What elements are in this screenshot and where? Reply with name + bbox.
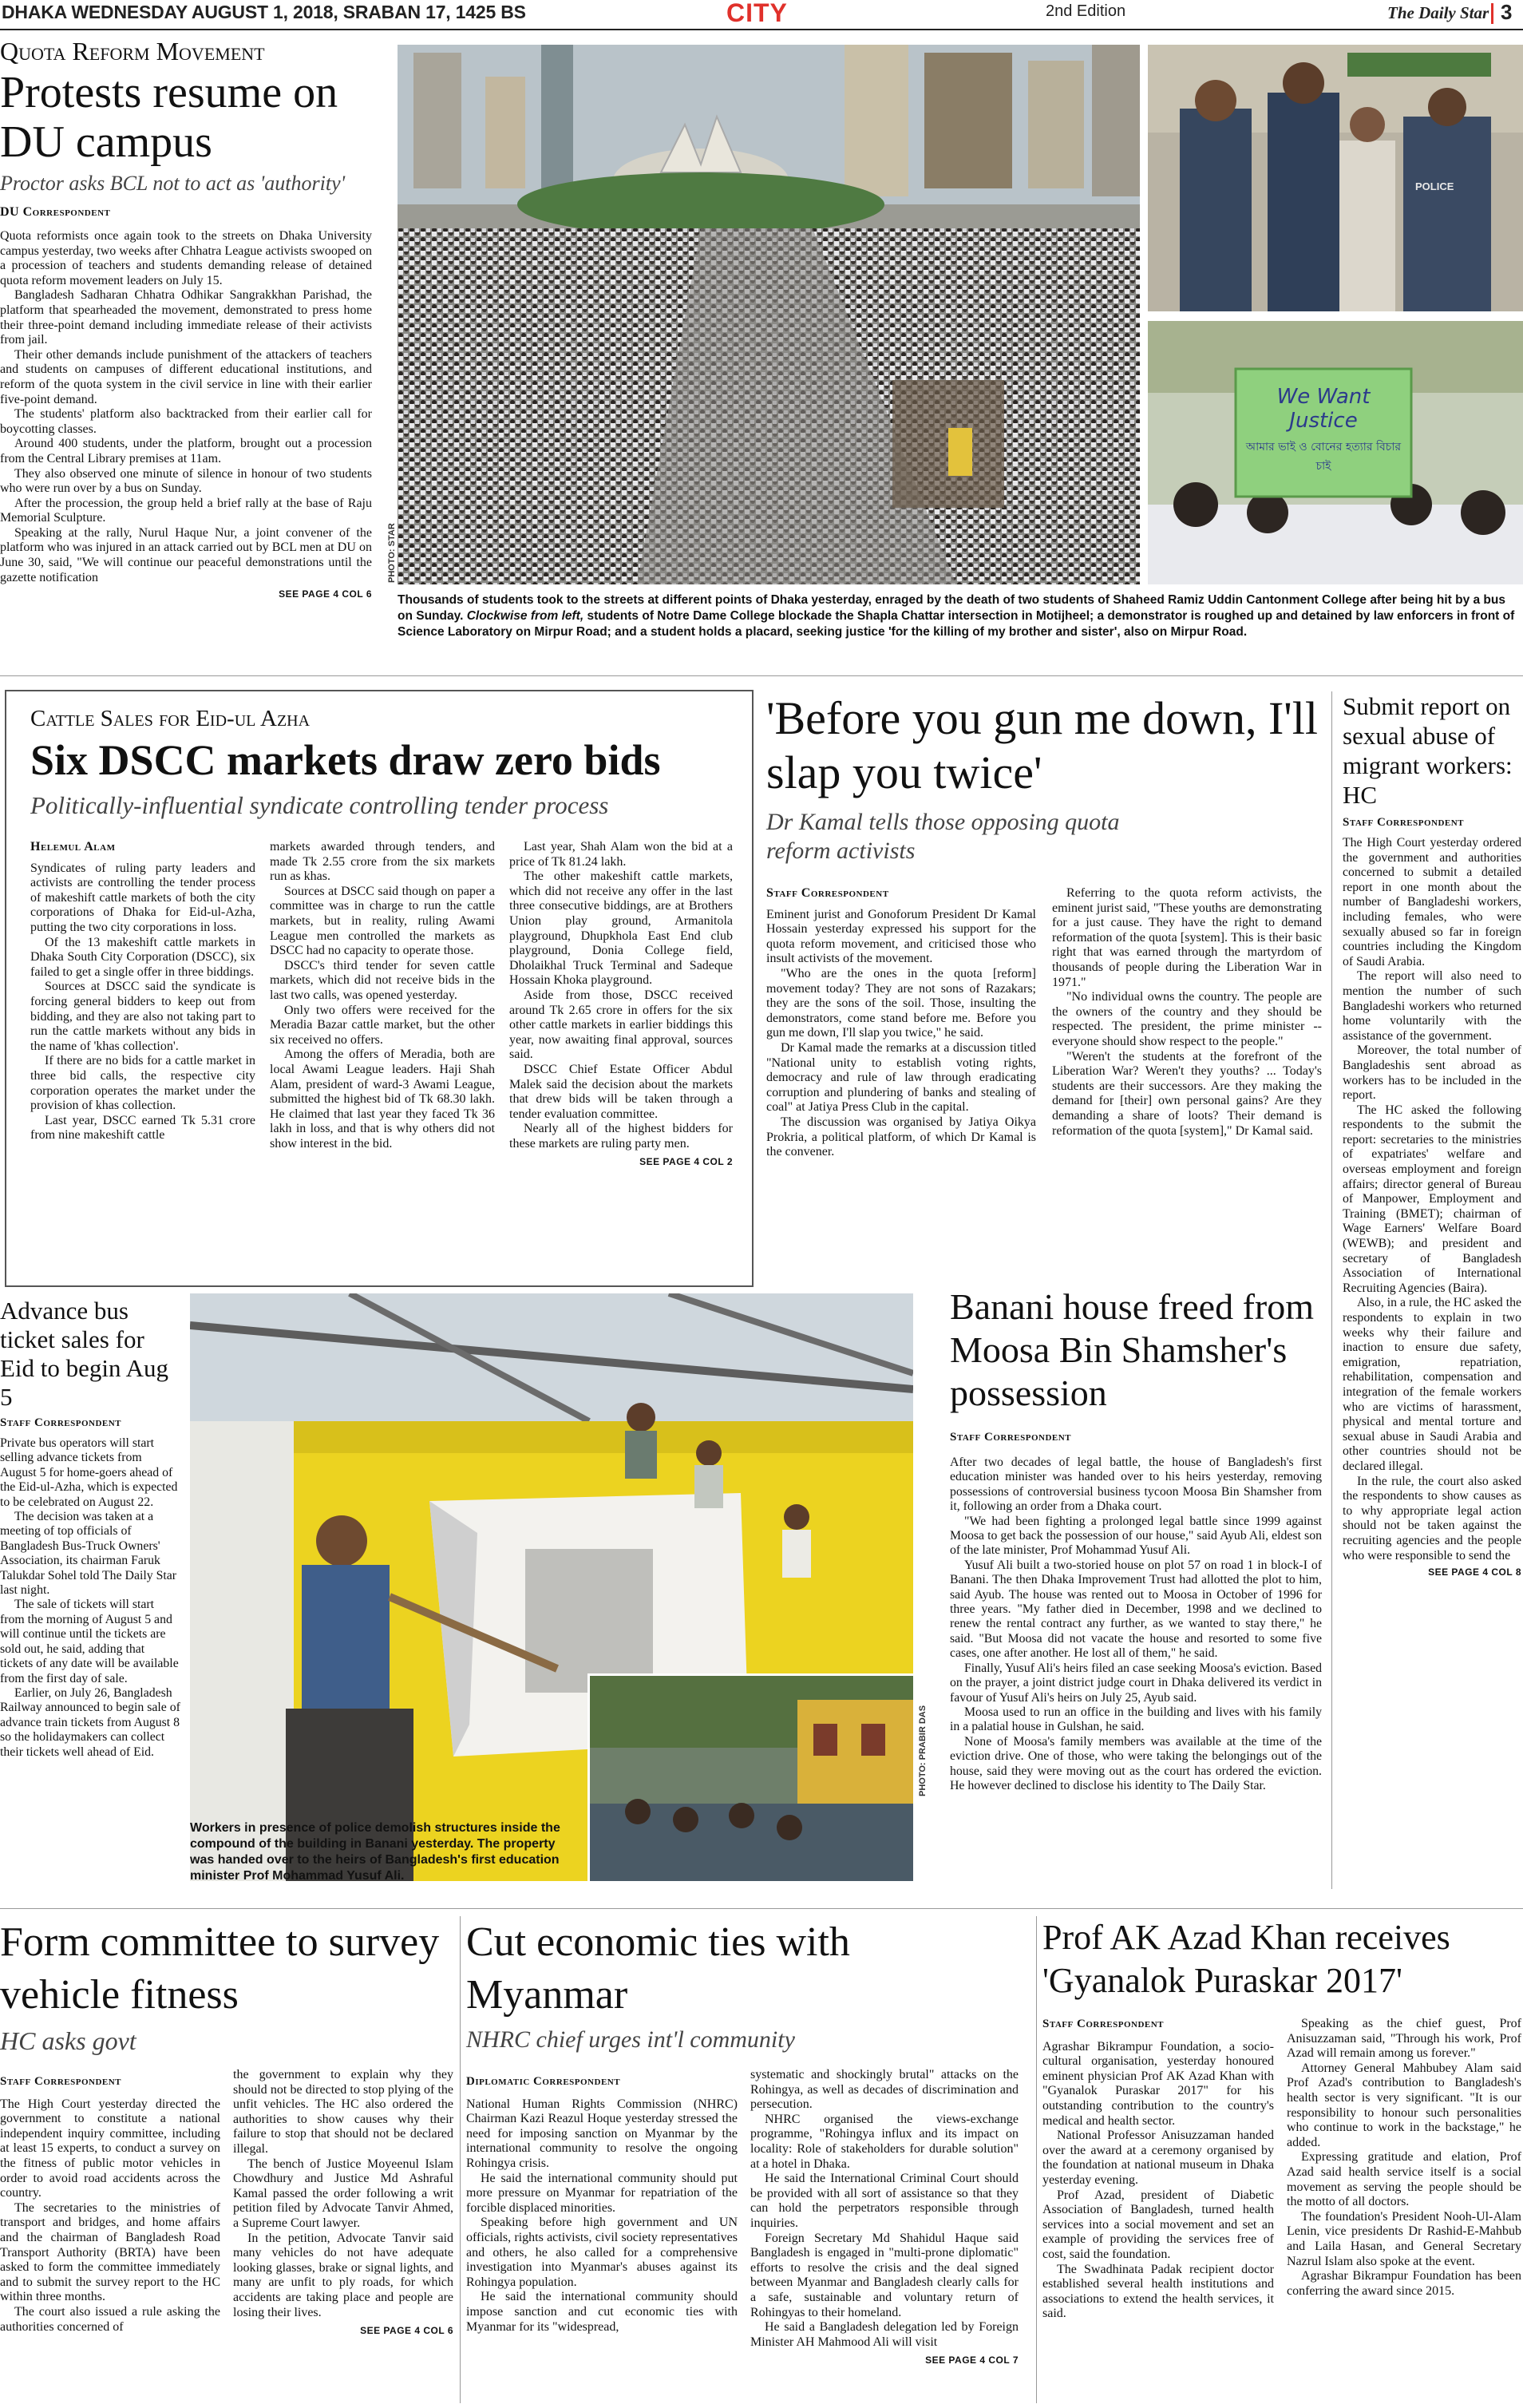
see-page-link[interactable]: SEE PAGE 4 COL 8 <box>1428 1566 1521 1578</box>
section-title: CITY <box>726 0 788 27</box>
column-1 <box>1042 2017 1274 2322</box>
see-page-link[interactable]: SEE PAGE 4 COL 2 <box>639 1156 733 1168</box>
story-protests-resume <box>0 37 378 675</box>
column-1 <box>0 2074 220 2335</box>
paragraph: The High Court yesterday ordered the government and authorities concerned to submit a detailed report in one month about the number of Bangladeshi workers, including females, who were sexually abused so far in foreign countries including the Kingdom of Saudi Arabia. <box>1343 836 1521 968</box>
paragraph: The secretaries to the ministries of transport and bridges, and home affairs and the chairman of Bangladesh Road Transport Authority (BRTA) have been asked to form the committee immediately and to submit the survey report to the HC within three months. <box>0 2200 220 2304</box>
story-banani-house-freed <box>950 1285 1322 1892</box>
column-2 <box>270 840 495 1151</box>
paragraph: "Who are the ones in the quota [reform] movement today? They are not sons of Razakars; they are the sons of the soil. Those, insulting the demonstrators, come stand before me. Before you gun me down, I'll slap you twice," he said. <box>766 966 1036 1040</box>
story-byline: Staff Correspondent <box>1343 816 1465 829</box>
paragraph: Syndicates of ruling party leaders and activists are controlling the tender process of makeshift cattle markets of both the city corporations of Dhaka for Eid-ul-Azha, putting the two city corporations in loss. <box>30 861 255 934</box>
paragraph: Speaking at the rally, Nurul Haque Nur, a joint convener of the platform who was injured in an attack carried out by BCL men at DU on June 30, said, "We will continue our peaceful demonstrations until the gazette notification <box>0 525 372 584</box>
column-2 <box>1287 2017 1521 2299</box>
paragraph: the government to explain why they should not be directed to stop plying of the unfit vehicles. The HC also ordered the authorities to show causes why their failure to stop that should not be declared illegal. <box>233 2068 453 2156</box>
paragraph: In the petition, Advocate Tanvir said many vehicles do not have adequate looking glasses, brake or signal lights, and many are unfit to ply roads, for which accidents are taking place and people are losing their lives. <box>233 2231 453 2319</box>
story-headline: 'Before you gun me down, I'll slap you twice' <box>766 692 1318 798</box>
paragraph: Among the offers of Meradia, both are local Awami League leaders. Haji Shah Alam, president of ward-3 Awami League, submitted the highest bid of Tk 68.30 lakh. He claimed that last year they faced Tk 36 lakh in loss, and that is why others did not show interest in the bid. <box>270 1048 495 1151</box>
paragraph: Speaking before high government and UN officials, rights activists, civil society representatives and others, he also called for a comprehensive investigation into Myanmar's abuses against its Rohingya population. <box>466 2216 738 2289</box>
paragraph: Eminent jurist and Gonoforum President Dr Kamal Hossain yesterday expressed his support for the quota reform movement, and criticised those who insult activists of the movement. <box>766 907 1036 966</box>
story-submit-report-migrant-workers <box>1343 691 1521 1889</box>
paragraph: Their other demands include punishment of the attackers of teachers and students on campuses of different educational institutions, and reform of the quota system in the civil service in line with their earlier five-point demand. <box>0 347 372 406</box>
paragraph: Speaking as the chief guest, Prof Anisuzzaman said, "Through his work, Prof Azad will remain among us forever." <box>1287 2017 1521 2061</box>
paragraph: "No individual owns the country. The people are the owners of the country and they should be respected. The president, the prime minister -- everyone should show respect to the people." <box>1052 990 1322 1048</box>
paragraph: Private bus operators will start selling advance tickets from August 5 for home-goers ahead of the Eid-ul-Azha, which is expected to be celebrated on August 22. <box>0 1436 178 1509</box>
paragraph: Earlier, on July 26, Bangladesh Railway announced to begin sale of advance train tickets from August 8 so the holidaymakers can collect their tickets well ahead of Eid. <box>0 1685 180 1759</box>
story-byline: Staff Correspondent <box>1042 2018 1165 2030</box>
column-2 <box>1052 886 1322 1139</box>
paragraph: DSCC Chief Estate Officer Abdul Malek said the decision about the markets that drew bids will be taken through a tender evaluation committee. <box>509 1062 733 1121</box>
story-headline: Six DSCC markets draw zero bids <box>30 736 661 784</box>
story-deck: HC asks govt <box>0 2026 136 2055</box>
story-deck: Proctor asks BCL not to act as 'authority' <box>0 172 346 195</box>
page-number: 3 <box>1501 0 1513 24</box>
paragraph: Aside from those, DSCC received around Tk 2.65 crore in offers for the six other cattle markets in earlier biddings this year, now awaiting final approval, sources said. <box>509 988 733 1062</box>
paragraph: Dr Kamal made the remarks at a discussion titled "National unity to establish voting rights, democracy and rule of law through eradicating corruption and plundering of banks and stealing of coal" at Jatiya Press Club in the capital. <box>766 1040 1036 1115</box>
paragraph: Last year, DSCC earned Tk 5.31 crore from nine makeshift cattle <box>30 1113 255 1143</box>
paragraph: Foreign Secretary Md Shahidul Haque said Bangladesh is engaged in "multi-prone diplomatic" efforts to resolve the crisis and the deal signed between Myanmar and Bangladesh clearly calls for a safe, sustainable and voluntary return of Rohingyas to their homeland. <box>750 2231 1019 2319</box>
paragraph: Quota reformists once again took to the streets on Dhaka University campus yesterday, two weeks after Chhatra League activists swooped on a procession of teachers and students demanding release of detained quota reform movement leaders on July 15. <box>0 229 372 287</box>
paragraph: Agrashar Bikrampur Foundation has been conferring the award since 2015. <box>1287 2269 1521 2298</box>
section-rule <box>0 1908 1523 1909</box>
story-kicker: Quota Reform Movement <box>0 37 265 65</box>
section-rule <box>0 675 1523 676</box>
story-deck: Politically-influential syndicate controlling tender process <box>30 791 609 820</box>
see-page-link[interactable]: SEE PAGE 4 COL 6 <box>360 2325 453 2337</box>
paragraph: "Weren't the students at the forefront of the Liberation War? Weren't they youths? ... Today's students are their successors. Are they making the demand for [their] own personal gains? Are they demanding a share of loots? Their demand is reformation of the quota [system]," Dr Kamal said. <box>1052 1049 1322 1138</box>
placard-line: We Want <box>1276 385 1371 409</box>
column-2 <box>750 2068 1019 2368</box>
paragraph: The students' platform also backtracked from their earlier call for boycotting classes. <box>0 407 372 436</box>
paragraph: Finally, Yusuf Ali's heirs filed an case seeking Moosa's eviction. Based on the prayer, a joint district judge court in Dhaka delivered its verdict in favour of Yusuf Ali's heirs on July 25, Ayub said. <box>950 1661 1322 1705</box>
story-byline: Staff Correspondent <box>950 1431 1072 1444</box>
photo-shapla-chattar-protest <box>398 45 1140 584</box>
placard-line: Justice <box>1289 409 1358 433</box>
paragraph: The Swadhinata Padak recipient doctor established several health institutions and associations to extend the health services, it said. <box>1042 2262 1274 2321</box>
paragraph: The report will also need to mention the number of such Bangladeshi workers who returned home voluntarily with the assistance of the government. <box>1343 969 1521 1043</box>
story-cut-economic-ties <box>466 1916 1033 2408</box>
paragraph: After two decades of legal battle, the house of Bangladesh's first education minister was handed over to his heirs yesterday, removing possessions of controversial business tycoon Moosa Bin Shamsher from it, following an order from a Dhaka court. <box>950 1455 1322 1514</box>
story-byline: Staff Correspondent <box>0 1416 122 1429</box>
story-headline: Form committee to survey vehicle fitness <box>0 1919 440 2018</box>
story-headline: Protests resume on DU campus <box>0 68 338 167</box>
story-body <box>950 1455 1322 1793</box>
masthead <box>0 0 1523 27</box>
column-1 <box>30 840 255 1143</box>
paragraph: The decision was taken at a meeting of top officials of Bangladesh Bus-Truck Owners' Association, its chairman Faruk Talukdar Sohel told The Daily Star last night. <box>0 1510 177 1598</box>
edition-label: 2nd Edition <box>1046 2 1126 20</box>
caption-rest: students of Notre Dame College blockade the Shapla Chattar intersection in Motijheel; a demonstrator is roughed up and detained by law enforcers in front of Science Laboratory on Mirpur Road; and a student holds a placard, seeking justice 'for the killing of my brother and sister', also on Mirpur Road. <box>398 609 1515 639</box>
paragraph: He said the International Criminal Court should be provided with all sort of assistance so that they can hold the perpetrators responsible through inquiries. <box>750 2172 1019 2230</box>
caption-italic: Clockwise from left, <box>466 609 584 623</box>
police-inset-illustration <box>590 1676 913 1881</box>
column-rule <box>1036 1916 1037 2403</box>
paragraph: The High Court yesterday directed the government to constitute a national independent inquiry committee, including at least 15 experts, to conduct a survey on the fitness of public motor vehicles in order to avoid road accidents across the country. <box>0 2097 220 2200</box>
dateline: DHAKA WEDNESDAY AUGUST 1, 2018, SRABAN 17, 1425 BS <box>2 2 526 22</box>
police-vest-label: POLICE <box>1415 180 1454 192</box>
column-3 <box>509 840 733 1170</box>
photo-banani-demolition <box>190 1293 913 1881</box>
paragraph: The foundation's President Nooh-Ul-Alam Lenin, vice presidents Dr Rashid-E-Mahbub and Laila Hasan, and General Secretary Nazrul Islam also spoke at the event. <box>1287 2209 1521 2268</box>
see-page-link[interactable]: SEE PAGE 4 COL 6 <box>279 588 372 600</box>
story-azad-khan-award <box>1042 1916 1521 2408</box>
photo-demonstrator-detained <box>1148 45 1523 311</box>
paragraph: The other makeshift cattle markets, which did not receive any offer in the last three consecutive biddings, are at Brothers Union play ground, Armanitola playground, Dhupkhola East End club playground, Donia College field, Dholaikhal Truck Terminal and Sadeque Hossain Khoka playground. <box>509 869 733 988</box>
paragraph: systematic and shockingly brutal" attacks on the Rohingya, as well as decades of discrimination and persecution. <box>750 2068 1019 2112</box>
paragraph: National Human Rights Commission (NHRC) Chairman Kazi Reazul Hoque yesterday stressed the need for imposing sanction on Myanmar by the international community to resolve the ongoing Rohingya crisis. <box>466 2097 738 2170</box>
paragraph: Sources at DSCC said though on paper a committee was in charge to run the cattle markets, but in reality, ruling Awami League men controlled the markets as DSCC had no capacity to operate those. <box>270 884 495 958</box>
mid-photo-caption: Workers in presence of police demolish structures inside the compound of the building in Banani yesterday. The property was handed over to the heirs of Bangladesh's first education minister Prof Mohammad Yusuf Ali. <box>190 1821 560 1883</box>
paragraph: Bangladesh Sadharan Chhatra Odhikar Sangrakkhan Parishad, the platform that spearheaded the movement, demonstrated to press home their three-point demand including immediate release of their activists from jail. <box>0 288 372 347</box>
story-byline: DU Correspondent <box>0 205 111 219</box>
see-page-link[interactable]: SEE PAGE 4 COL 7 <box>925 2355 1019 2366</box>
paragraph: Expressing gratitude and elation, Prof Azad said health service itself is a social movement as serving the people should be the motto of all doctors. <box>1287 2150 1521 2209</box>
column-1 <box>766 886 1036 1160</box>
paragraph: Moreover, the total number of Bangladeshis sent abroad as workers has to be included in the report. <box>1343 1044 1521 1103</box>
paragraph: DSCC's third tender for seven cattle markets, which did not receive bids in the last two calls, was opened yesterday. <box>270 958 495 1002</box>
paragraph: NHRC organised the views-exchange programme, "Rohingya influx and its impact on locality: Role of stakeholders for durable solution" at a hotel in Dhaka. <box>750 2112 1019 2171</box>
story-byline: Helemul Alam <box>30 840 116 853</box>
top-photo-caption <box>398 592 1523 640</box>
photo-credit: PHOTO: PRABIR DAS <box>918 1705 928 1796</box>
paragraph: National Professor Anisuzzaman handed over the award at a ceremony organised by the foundation at national museum in Dhaka yesterday evening. <box>1042 2129 1274 2187</box>
inset-photo-police <box>587 1673 913 1881</box>
paragraph: After the procession, the group held a brief rally at the base of Raju Memorial Sculpture. <box>0 496 372 525</box>
story-body <box>0 1436 180 1760</box>
story-kicker: Cattle Sales for Eid-ul Azha <box>30 706 311 731</box>
paragraph: Of the 13 makeshift cattle markets in Dhaka South City Corporation (DSCC), six failed to get a single offer in three biddings. <box>30 935 255 979</box>
column-2 <box>233 2068 453 2339</box>
photo-student-placard <box>1148 321 1523 584</box>
paragraph: Also, in a rule, the HC asked the respondents to explain in two weeks why their failure and inaction to ensure due safety, emigration, repatriation, rehabilitation, compensation and integration of the female workers who are victims of harassment, physical and mental torture and sexual abuse in Saudi Arabia and other countries should not be declared illegal. <box>1343 1296 1521 1473</box>
story-byline: Diplomatic Correspondent <box>466 2075 621 2088</box>
paragraph: He said the international community should put more pressure on Myanmar for repatriation of the forcible displaced minorities. <box>466 2171 738 2215</box>
paragraph: "We had been fighting a prolonged legal battle since 1999 against Moosa to get back the possession of our house," said Ayub Ali, eldest son of the late minister, Prof Mohammad Yusuf Ali. <box>950 1514 1322 1558</box>
caption-lead: Thousands of students took to the streets at different points of Dhaka yesterday, enraged by the death of two students of Shaheed Ramiz Uddin Cantonment College after being hit by a bus on Sunday. <box>398 593 1505 623</box>
paragraph: If there are no bids for a cattle market in three bid calls, the respective city corporation operates the market under the provision of khas collection. <box>30 1054 255 1113</box>
story-before-you-gun-me-down <box>766 691 1325 1285</box>
story-body <box>0 229 372 585</box>
paragraph: Attorney General Mahbubey Alam said Prof Azad's contribution to Bangladesh's health sector is very significant. "It is our responsibility to honour such personalities who continue to work in the backstage," he added. <box>1287 2061 1521 2149</box>
crowd-illustration <box>398 45 1140 584</box>
paragraph: The HC asked the following respondents to the submit the report: secretaries to the ministries of expatriates' welfare and overseas employment and foreign affairs; director general of Bureau of Manpower, Employment and Training (BMET); chairman of Wage Earners' Welfare Board (WEWB); and president and secretary of Bangladesh Association of International Recruiting Agencies (Baira). <box>1343 1103 1521 1295</box>
placard-line: আমার ভাই ও বোনের হত্যার বিচার চাই <box>1245 441 1402 473</box>
paragraph: Around 400 students, under the platform, brought out a procession from the Central Library premises at 11am. <box>0 437 372 465</box>
paragraph: The discussion was organised by Jatiya Oikya Prokria, a political platform, of which Dr Kamal is the convener. <box>766 1115 1036 1159</box>
paragraph: He said the international community should impose sanction and cut economic ties with Myanmar for its "widespread, <box>466 2290 738 2334</box>
photo-credit: PHOTO: STAR <box>387 523 397 583</box>
paragraph: In the rule, the court also asked the respondents to show causes as to why appropriate legal action should not be taken against the recruiting agencies and the people who were responsible to send the <box>1343 1474 1521 1562</box>
story-dscc-markets <box>5 690 754 1287</box>
story-advance-bus-ticket <box>0 1297 180 1903</box>
story-vehicle-fitness-committee <box>0 1916 455 2408</box>
masthead-rule <box>0 29 1523 30</box>
paragraph: Agrashar Bikrampur Foundation, a socio-cultural organisation, yesterday honoured eminent physician Prof AK Azad Khan with "Gyanalok Puraskar 2017" for his outstanding contribution to the country's medical and health sector. <box>1042 2039 1274 2128</box>
column-rule <box>1331 691 1332 1889</box>
story-byline: Staff Correspondent <box>766 886 889 900</box>
paper-name-logo: The Daily Star <box>1387 3 1489 22</box>
column-rule <box>460 1916 461 2403</box>
paragraph: The bench of Justice Moyeenul Islam Chowdhury and Justice Md Ashraful Kamal passed the order following a writ petition filed by Advocate Tanvir Ahmed, a Supreme Court lawyer. <box>233 2157 453 2230</box>
story-headline: Submit report on sexual abuse of migrant workers: HC <box>1343 692 1513 809</box>
column-1 <box>466 2074 738 2335</box>
story-body <box>1343 836 1521 1563</box>
paragraph: Referring to the quota reform activists, the eminent jurist said, "These youths are demonstrating for a just cause. They have the right to demand reformation of the quota [system]. This is their basic right that was earned through the martyrdom of thousands of people during the Liberation War in 1971." <box>1052 886 1322 989</box>
paragraph: They also observed one minute of silence in honour of two students who were run over by a bus on Sunday. <box>0 466 372 496</box>
story-deck: Dr Kamal tells those opposing quota reform activists <box>766 809 1120 864</box>
story-headline: Cut economic ties with Myanmar <box>466 1919 850 2018</box>
paragraph: The sale of tickets will start from the morning of August 5 and will continue until the tickets are sold out, he said, adding that tickets of any date will be available from the first day of sale. <box>0 1598 179 1685</box>
story-byline: Staff Correspondent <box>0 2075 122 2088</box>
paragraph: Last year, Shah Alam won the bid at a price of Tk 81.24 lakh. <box>509 840 733 869</box>
paragraph: Prof Azad, president of Diabetic Association of Bangladesh, turned health services into a social movement and set an example of providing the services free of cost, said the foundation. <box>1042 2188 1274 2261</box>
story-headline: Prof AK Azad Khan receives 'Gyanalok Puraskar 2017' <box>1042 1918 1450 2000</box>
paragraph: None of Moosa's family members was available at the time of the eviction drive. One of those, who were taking the belongings out of the house, said they were moving out as the court has ordered the eviction. He however declined to disclose his identity to The Daily Star. <box>950 1734 1322 1792</box>
story-headline: Advance bus ticket sales for Eid to begin Aug 5 <box>0 1297 168 1411</box>
paragraph: He said a Bangladesh delegation led by Foreign Minister AH Mahmood Ali will visit <box>750 2320 1019 2349</box>
paragraph: Nearly all of the highest bidders for these markets are ruling party men. <box>509 1122 733 1151</box>
placard-text <box>1242 385 1405 476</box>
page-divider <box>1491 3 1493 24</box>
story-deck: NHRC chief urges int'l community <box>466 2026 795 2053</box>
paragraph: Yusuf Ali built a two-storied house on plot 57 on road 1 in block-I of Banani. The then Dhaka Improvement Trust had allotted the plot to him, said Ayub. The house was rented out to Moosa in October of 1996 for three years. "My father died in December, 1998 and we declined to renew the rental contract any further, as we wanted to stay there," he said. "But Moosa did not vacate the house and resorted to some five cases, one after another. He lost all of them," he said. <box>950 1558 1322 1661</box>
paragraph: markets awarded through tenders, and made Tk 2.55 crore from the six markets run as khas. <box>270 840 495 884</box>
paragraph: Moosa used to run an office in the building and lives with his family in a palatial house in Gulshan, he said. <box>950 1705 1322 1734</box>
police-illustration <box>1148 45 1523 311</box>
paragraph: The court also issued a rule asking the authorities concerned of <box>0 2304 220 2334</box>
paragraph: Sources at DSCC said the syndicate is forcing general bidders to keep out from bidding, and they are also not taking part to run the cattle markets without any bids in the name of 'khas collection'. <box>30 980 255 1053</box>
paragraph: Only two offers were received for the Meradia Bazar cattle market, but the other six received no offers. <box>270 1003 495 1047</box>
story-headline: Banani house freed from Moosa Bin Shamsher's possession <box>950 1286 1315 1413</box>
